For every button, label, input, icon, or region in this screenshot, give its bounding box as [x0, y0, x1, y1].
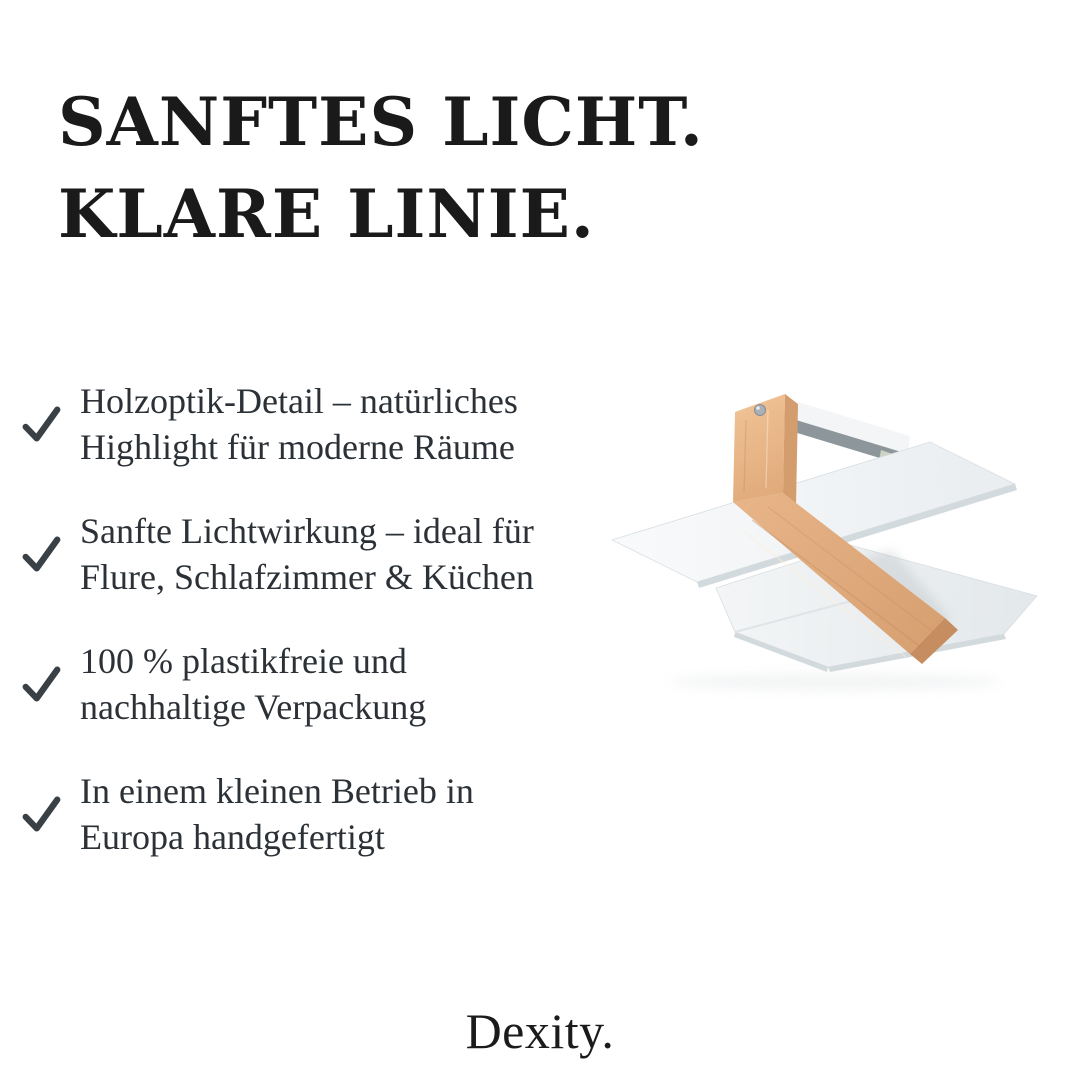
headline-line-1: SANFTES LICHT. [58, 83, 704, 161]
wood-mount-block-side [783, 394, 798, 505]
checkmark-icon [18, 661, 64, 707]
benefit-line-2: Highlight für moderne Räume [80, 427, 515, 467]
benefit-text [80, 638, 426, 730]
ceiling-lamp-illustration [600, 380, 1080, 710]
mounting-screw [755, 405, 766, 416]
benefit-text [80, 508, 534, 600]
headline [58, 76, 704, 260]
benefit-line-1: 100 % plastikfreie und [80, 641, 407, 681]
benefit-item-4 [18, 768, 534, 860]
checkmark-stroke [26, 800, 58, 829]
benefit-line-1: Holzoptik-Detail – natürliches [80, 381, 518, 421]
soft-shadow [670, 673, 1000, 691]
checkmark-icon [18, 401, 64, 447]
benefits-list [18, 378, 534, 860]
checkmark-stroke [26, 670, 58, 699]
benefit-text [80, 768, 474, 860]
benefit-line-2: nachhaltige Verpackung [80, 687, 427, 727]
benefit-line-1: Sanfte Lichtwirkung – ideal für [80, 511, 534, 551]
benefit-line-2: Flure, Schlafzimmer & Küchen [80, 557, 534, 597]
benefit-item-1 [18, 378, 534, 470]
benefit-item-3 [18, 638, 534, 730]
headline-line-2: KLARE LINIE. [58, 175, 595, 253]
benefit-item-2 [18, 508, 534, 600]
product-image [600, 380, 1080, 710]
benefit-line-1: In einem kleinen Betrieb in [80, 771, 474, 811]
checkmark-icon [18, 531, 64, 577]
mounting-screw-highlight [756, 406, 760, 410]
brand-logo: Dexity. [465, 1003, 615, 1059]
benefit-line-2: Europa handgefertigt [80, 817, 385, 857]
checkmark-icon [18, 791, 64, 837]
benefit-text [80, 378, 518, 470]
checkmark-stroke [26, 410, 58, 439]
checkmark-stroke [26, 540, 58, 569]
